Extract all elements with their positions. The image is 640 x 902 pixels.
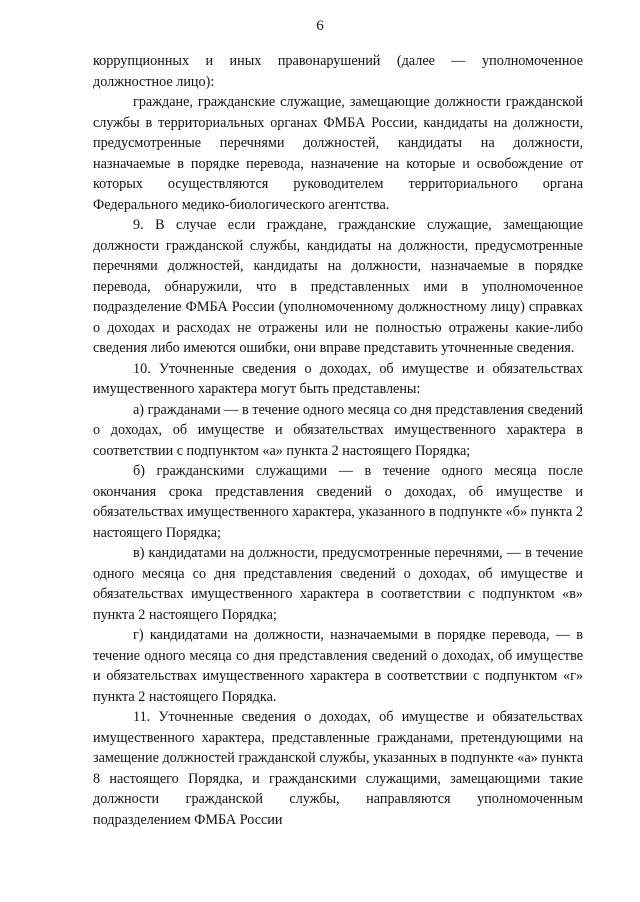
paragraph-clause-9: 9. В случае если граждане, гражданские служащие, замещающие должности гражданской службы, кандидаты на должности, предусмотренные перечнями должностей, кандидаты на должности, назначаемые в порядке перевода, обнаружили, что в представленных ими в уполномоченное подразделение ФМБА России (уполномоченному должностному лицу) справках о доходах и расходах не отражены или не полностью отражены какие-либо сведения либо имеются ошибки, они вправе представить уточненные сведения.: [93, 217, 583, 356]
paragraph-clause-11: 11. Уточненные сведения о доходах, об имуществе и обязательствах имущественного характера, представленные гражданами, претендующими на замещение должностей гражданской службы, указанных в подпункте «а» пункта 8 настоящего Порядка, и гражданскими служащими, замещающими такие должности гражданской службы, направляются уполномоченным подразделением ФМБА России: [93, 709, 583, 828]
paragraph-clause-10-g: г) кандидатами на должности, назначаемыми в порядке перевода, — в течение одного месяца со дня представления сведений о доходах, об имуществе и обязательствах имущественного характера в соответствии с подпунктом «г» пункта 2 настоящего Порядка.: [93, 627, 583, 705]
document-body: [93, 51, 583, 830]
page-number: 6: [316, 18, 324, 34]
paragraph-clause-10-a: а) гражданами — в течение одного месяца со дня представления сведений о доходах, об имуществе и обязательствах имущественного характера в соответствии с подпунктом «а» пункта 2 настоящего Порядка;: [93, 401, 583, 459]
paragraph-clause-10: 10. Уточненные сведения о доходах, об имуществе и обязательствах имущественного характера могут быть представлены:: [93, 360, 583, 397]
paragraph-clause-10-b: б) гражданскими служащими — в течение одного месяца после окончания срока представления сведений о доходах, об имуществе и обязательствах имущественного характера, указанного в подпункте «б» пункта 2 настоящего Порядка;: [93, 463, 583, 541]
paragraph-continuation: коррупционных и иных правонарушений (далее — уполномоченное должностное лицо):: [93, 53, 583, 90]
paragraph-clause-10-v: в) кандидатами на должности, предусмотренные перечнями, — в течение одного месяца со дня представления сведений о доходах, об имуществе и обязательствах имущественного характера в соответствии с подпунктом «в» пункта 2 настоящего Порядка;: [93, 545, 583, 623]
paragraph-officials-list: граждане, гражданские служащие, замещающие должности гражданской службы в территориальных органах ФМБА России, кандидаты на должности, предусмотренные перечнями должностей, кандидаты на должности, назначаемые в порядке перевода, назначение на которые и освобождение от которых осуществляются руководителем территориального органа Федерального медико-биологического агентства.: [93, 94, 583, 213]
